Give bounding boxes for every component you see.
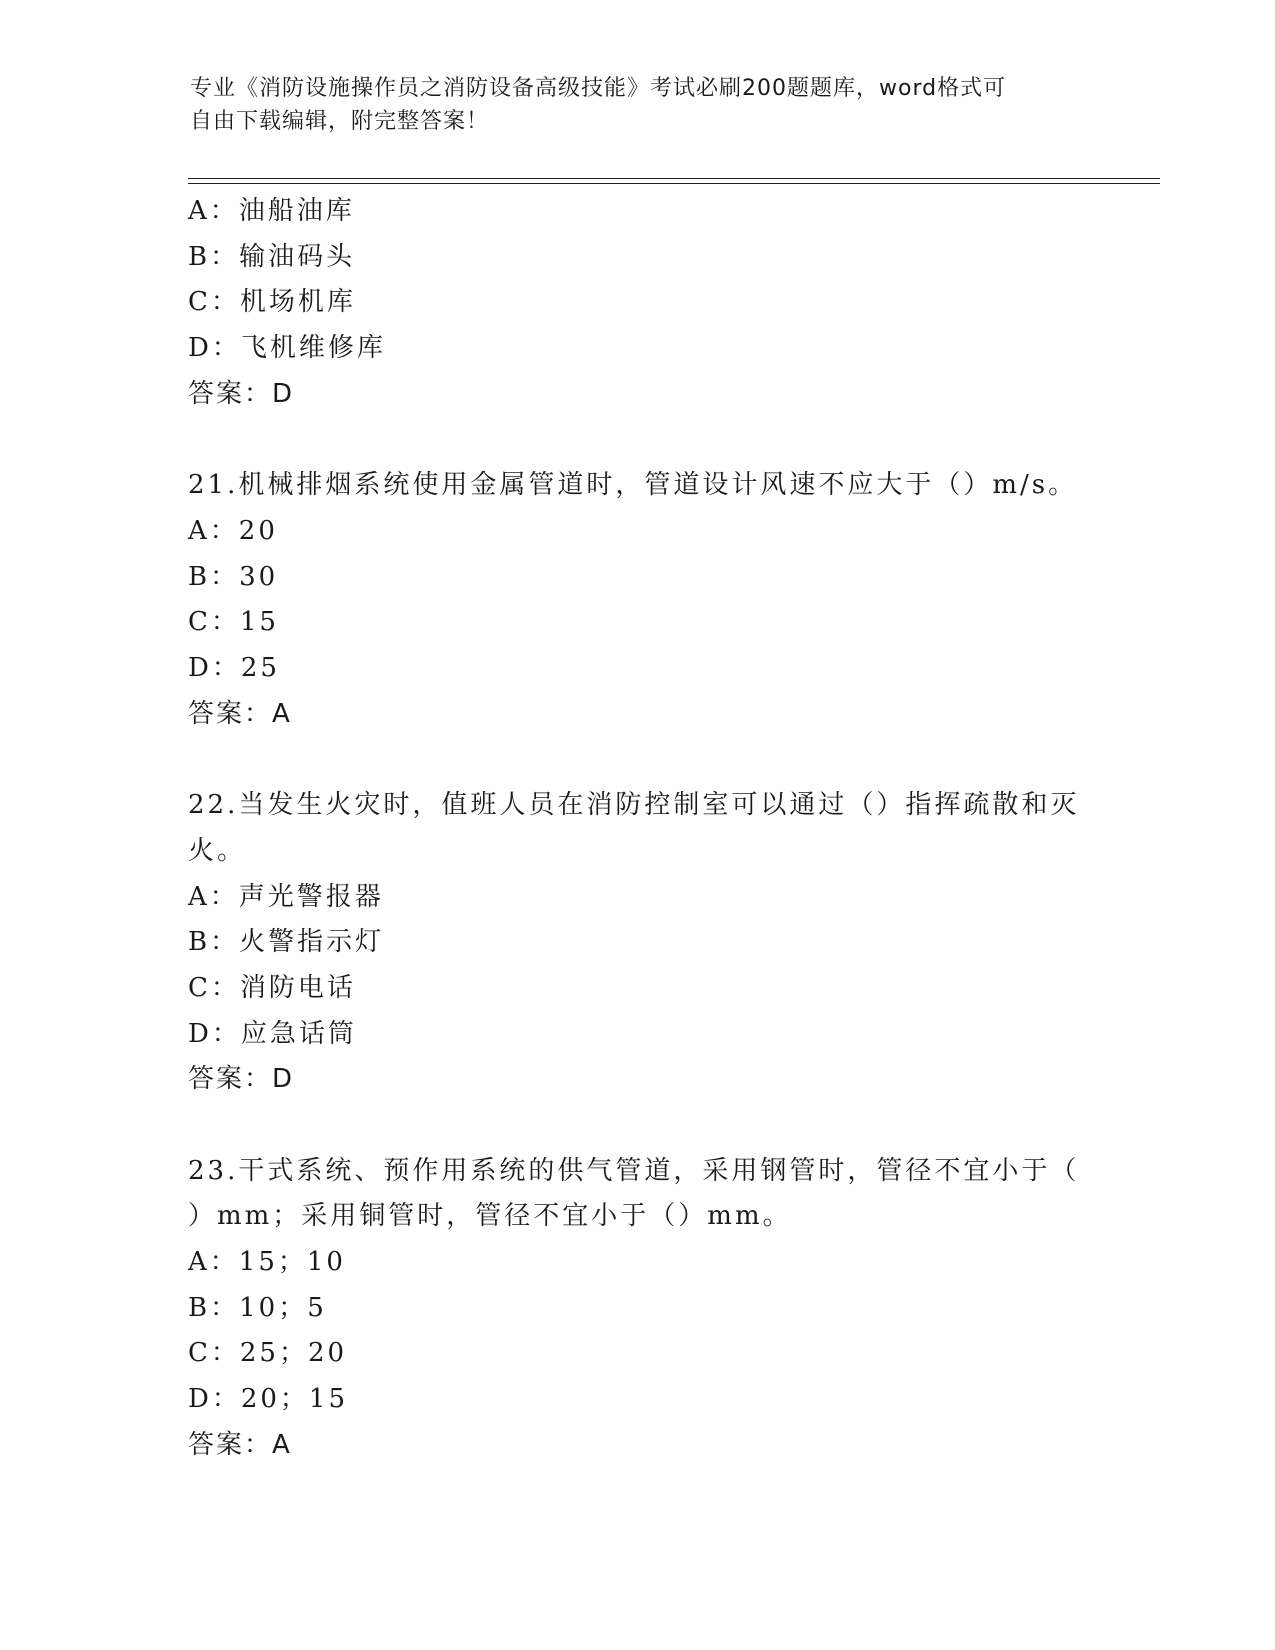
q23-option-a: A：15；10 [188,1247,346,1277]
header-rule-top [188,178,1160,179]
q23-option-d: D：20；15 [188,1384,349,1414]
q22-stem-line-2: 火。 [188,836,247,866]
q20-option-b: B：输油码头 [188,242,356,272]
q20-option-c: C：机场机库 [188,287,356,317]
q22-option-a: A：声光警报器 [188,882,384,912]
header-line-2: 自由下载编辑，附完整答案！ [190,109,490,134]
q22-option-d: D：应急话筒 [188,1019,357,1049]
q22-stem-line-1: 22.当发生火灾时，值班人员在消防控制室可以通过（）指挥疏散和灭 [188,790,1080,820]
q21-stem: 21.机械排烟系统使用金属管道时，管道设计风速不应大于（）m/s。 [188,470,1078,500]
q20-answer: 答案：D [188,379,295,409]
document-header [190,72,1090,138]
q21-option-c: C：15 [188,607,279,637]
q23-answer: 答案：A [188,1430,292,1460]
q21-option-a: A：20 [188,516,278,546]
q23-stem-line-2: ）mm；采用铜管时，管径不宜小于（）mm。 [188,1201,792,1231]
q21-option-b: B：30 [188,562,279,592]
q22-option-b: B：火警指示灯 [188,927,385,957]
header-rule-bottom [188,183,1160,184]
q23-option-c: C：25；20 [188,1338,348,1368]
header-line-1: 专业《消防设施操作员之消防设备高级技能》考试必刷200题题库，word格式可 [190,76,1007,101]
q23-option-b: B：10；5 [188,1293,327,1323]
q20-option-a: A：油船油库 [188,196,355,226]
q22-option-c: C：消防电话 [188,973,356,1003]
q20-option-d: D：飞机维修库 [188,333,386,363]
q22-answer: 答案：D [188,1064,295,1094]
q21-option-d: D：25 [188,653,280,683]
q23-stem-line-1: 23.干式系统、预作用系统的供气管道，采用钢管时，管径不宜小于（ [188,1156,1080,1186]
q21-answer: 答案：A [188,699,292,729]
